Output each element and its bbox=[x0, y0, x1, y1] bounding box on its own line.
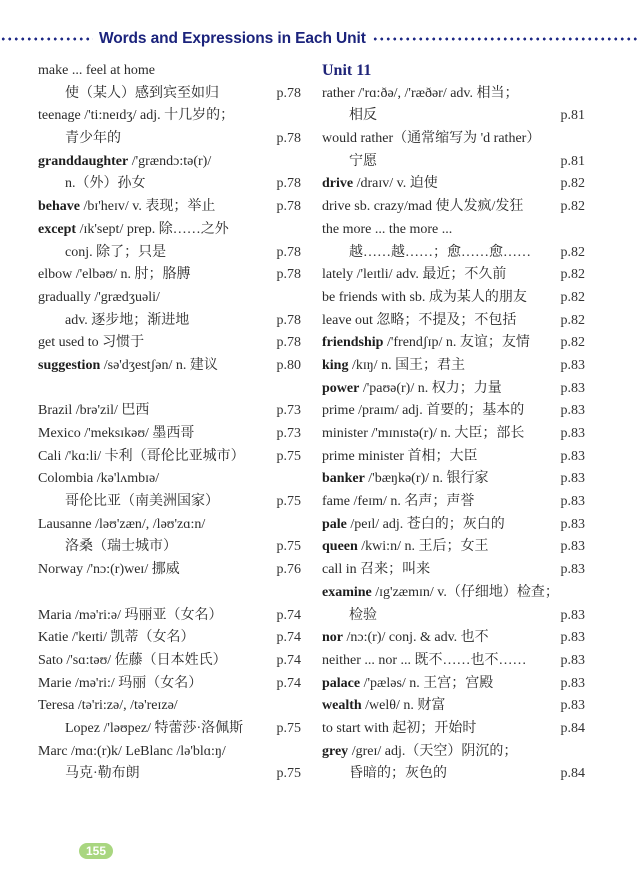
vocab-entry bbox=[38, 627, 301, 650]
entry-text bbox=[38, 718, 243, 741]
headword: call in bbox=[322, 562, 357, 578]
page-reference: p.74 bbox=[276, 675, 301, 691]
entry-text bbox=[322, 378, 502, 401]
vocab-entry bbox=[322, 650, 585, 673]
definition: n.（外）孙女 bbox=[65, 176, 146, 192]
definition: /'nɔ:(r)weɪ/ 挪威 bbox=[83, 562, 180, 578]
vocab-entry bbox=[38, 741, 301, 764]
headword: prime bbox=[322, 403, 355, 419]
entry-text bbox=[322, 559, 430, 582]
entry-text bbox=[322, 151, 377, 174]
definition: /'pæləs/ n. 王宫；宫殿 bbox=[360, 675, 494, 691]
entry-text bbox=[322, 695, 445, 718]
page-reference: p.80 bbox=[276, 357, 301, 373]
vocab-entry bbox=[38, 400, 301, 423]
page-reference: p.73 bbox=[276, 426, 301, 441]
page-reference: p.83 bbox=[560, 675, 585, 691]
definition: /'paʊə(r)/ n. 权力；力量 bbox=[359, 380, 502, 396]
entry-text bbox=[38, 196, 215, 219]
vocab-entry bbox=[322, 400, 585, 423]
entry-continuation bbox=[38, 310, 301, 333]
definition: 宁愿 bbox=[349, 153, 377, 169]
page-reference: p.83 bbox=[560, 562, 585, 578]
definition: /'leɪtli/ adv. 最近；不久前 bbox=[353, 267, 507, 283]
entry-continuation bbox=[38, 718, 301, 741]
headword: to start with bbox=[322, 720, 389, 736]
definition: /feɪm/ n. 名声；声誉 bbox=[349, 494, 475, 510]
entry-continuation bbox=[38, 536, 301, 559]
definition: /mə'ri:ə/ 玛丽亚（女名） bbox=[71, 607, 223, 623]
entry-text bbox=[322, 627, 489, 650]
entry-text bbox=[322, 423, 524, 446]
definition: 青少年的 bbox=[65, 131, 121, 147]
vocab-entry bbox=[322, 673, 585, 696]
entry-text bbox=[322, 264, 506, 287]
vocab-entry bbox=[322, 264, 585, 287]
entry-text bbox=[322, 196, 523, 219]
entry-continuation bbox=[38, 83, 301, 106]
headword: be friends with sb. bbox=[322, 289, 426, 305]
page-reference: p.74 bbox=[276, 630, 301, 646]
definition: 召来；叫来 bbox=[356, 562, 431, 578]
page-reference: p.83 bbox=[560, 357, 585, 373]
entry-text bbox=[38, 423, 194, 446]
definition: /'keɪti/ 凯蒂（女名） bbox=[68, 630, 195, 646]
entry-text bbox=[322, 105, 377, 128]
entry-text bbox=[38, 310, 189, 333]
entry-text bbox=[38, 650, 227, 673]
headword: rather bbox=[322, 85, 355, 101]
entry-text bbox=[322, 650, 527, 673]
page-reference: p.83 bbox=[560, 403, 585, 419]
headword: neither ... nor ... bbox=[322, 652, 412, 668]
definition: 哥伦比亚（南美洲国家） bbox=[65, 494, 219, 510]
page-reference: p.74 bbox=[276, 652, 301, 668]
entry-continuation bbox=[322, 151, 585, 174]
definition: 习惯于 bbox=[98, 335, 145, 351]
headword: Lausanne bbox=[38, 516, 92, 532]
definition: /draɪv/ v. 迫使 bbox=[353, 176, 438, 192]
page-reference: p.75 bbox=[276, 720, 301, 736]
entry-text bbox=[322, 673, 493, 696]
definition: 使（某人）感到宾至如归 bbox=[65, 85, 219, 101]
page-reference: p.76 bbox=[276, 562, 301, 578]
definition: 成为某人的朋友 bbox=[425, 289, 527, 305]
right-column bbox=[322, 60, 585, 786]
definition: 既不……也不…… bbox=[411, 652, 527, 668]
entry-text bbox=[38, 173, 146, 196]
entry-text bbox=[322, 605, 377, 628]
headword: suggestion bbox=[38, 357, 101, 373]
definition: （通常缩写为 'd rather） bbox=[393, 131, 541, 147]
entry-text bbox=[38, 242, 166, 265]
vocab-entry bbox=[38, 673, 301, 696]
definition: /mɑ:(r)k/ LeBlanc /lə'blɑ:ŋ/ bbox=[67, 743, 226, 759]
entry-text bbox=[38, 219, 229, 242]
page-reference: p.84 bbox=[560, 766, 585, 782]
page-reference: p.78 bbox=[276, 85, 301, 101]
definition: /'rɑ:ðə/, /'ræðər/ adv. 相当； bbox=[354, 85, 519, 101]
page-number-badge: 155 bbox=[79, 843, 113, 859]
page-reference: p.83 bbox=[560, 380, 585, 396]
page-reference: p.78 bbox=[276, 131, 301, 147]
headword: grey bbox=[322, 743, 349, 759]
entry-text bbox=[322, 763, 447, 786]
vocab-entry bbox=[38, 332, 301, 355]
headword: make ... feel at home bbox=[38, 63, 156, 78]
headword: Sato bbox=[38, 652, 63, 668]
vocab-entry bbox=[322, 128, 585, 151]
entry-text bbox=[38, 332, 144, 355]
page-reference: p.81 bbox=[560, 108, 585, 124]
page-reference: p.75 bbox=[276, 494, 301, 510]
entry-text bbox=[322, 468, 489, 491]
vocab-entry bbox=[38, 650, 301, 673]
definition: 首相；大臣 bbox=[404, 448, 478, 464]
vocab-entry bbox=[38, 514, 301, 537]
vocab-entry bbox=[38, 468, 301, 491]
headword: pale bbox=[322, 516, 347, 532]
definition: /kɪŋ/ n. 国王；君主 bbox=[348, 357, 466, 373]
entry-text bbox=[38, 105, 234, 128]
vocab-entry bbox=[38, 446, 301, 469]
page-reference: p.82 bbox=[560, 176, 585, 192]
headword: get used to bbox=[38, 335, 99, 351]
definition: 马克·勒布朗 bbox=[65, 766, 140, 782]
vocab-entry bbox=[322, 536, 585, 559]
entry-text bbox=[322, 242, 531, 265]
page-reference: p.83 bbox=[560, 494, 585, 510]
page-reference: p.73 bbox=[276, 403, 301, 419]
headword: Teresa bbox=[38, 698, 75, 714]
page-reference: p.83 bbox=[560, 448, 585, 464]
group-spacer bbox=[38, 582, 301, 605]
headword: Norway bbox=[38, 562, 84, 578]
definition: /brə'zil/ 巴西 bbox=[72, 403, 150, 419]
headword: behave bbox=[38, 199, 80, 215]
vocab-entry bbox=[38, 287, 301, 310]
vocab-entry bbox=[322, 741, 585, 764]
entry-text bbox=[322, 741, 517, 764]
definition: 使人发疯/发狂 bbox=[432, 199, 524, 215]
headword: the more ... the more ... bbox=[322, 221, 453, 237]
definition: /'frendʃɪp/ n. 友谊；友情 bbox=[383, 335, 530, 351]
vocab-entry bbox=[322, 219, 585, 242]
headword: granddaughter bbox=[38, 153, 129, 169]
vocab-entry bbox=[322, 173, 585, 196]
dotted-rule-right bbox=[372, 37, 640, 41]
definition: /'mɪnɪstə(r)/ n. 大臣；部长 bbox=[367, 426, 525, 441]
page-reference: p.75 bbox=[276, 448, 301, 464]
header-title: Words and Expressions in Each Unit bbox=[99, 30, 366, 47]
headword: nor bbox=[322, 630, 343, 646]
page-reference: p.78 bbox=[276, 267, 301, 283]
vocab-entry bbox=[38, 695, 301, 718]
unit-title: Unit 11 bbox=[322, 62, 372, 79]
definition: conj. 除了；只是 bbox=[65, 244, 167, 260]
headword: lately bbox=[322, 267, 354, 283]
headword: Colombia bbox=[38, 471, 94, 487]
entry-text bbox=[38, 491, 219, 514]
entry-text bbox=[322, 219, 452, 242]
definition: 昏暗的；灰色的 bbox=[349, 766, 447, 782]
entry-text bbox=[322, 400, 524, 423]
definition: /'sɑ:təʊ/ 佐藤（日本姓氏） bbox=[62, 652, 227, 668]
definition: adv. 逐步地；渐进地 bbox=[65, 312, 190, 328]
definition: 起初；开始时 bbox=[388, 720, 477, 736]
headword: examine bbox=[322, 584, 372, 600]
entry-continuation bbox=[322, 242, 585, 265]
entry-text bbox=[322, 287, 527, 310]
headword: teenage bbox=[38, 108, 81, 124]
headword: Mexico bbox=[38, 426, 81, 441]
section-header bbox=[0, 28, 640, 50]
page-reference: p.83 bbox=[560, 516, 585, 532]
vocab-entry bbox=[322, 287, 585, 310]
page-reference: p.83 bbox=[560, 471, 585, 487]
page-reference: p.81 bbox=[560, 153, 585, 169]
page-reference: p.83 bbox=[560, 652, 585, 668]
definition: /nɔ:(r)/ conj. & adv. 也不 bbox=[343, 630, 489, 646]
dotted-rule-left bbox=[0, 37, 93, 41]
entry-text bbox=[38, 468, 159, 491]
entry-text bbox=[38, 763, 140, 786]
definition: /'ti:neɪdʒ/ adj. 十几岁的； bbox=[80, 108, 235, 124]
entry-text bbox=[38, 355, 218, 378]
definition: 越……越……；愈……愈…… bbox=[349, 244, 531, 260]
vocab-entry bbox=[322, 83, 585, 106]
headword: gradually bbox=[38, 289, 91, 305]
headword: Katie bbox=[38, 630, 69, 646]
headword: queen bbox=[322, 539, 358, 555]
definition: /bɪ'heɪv/ v. 表现；举止 bbox=[80, 199, 216, 215]
definition: /mə'ri:/ 玛丽（女名） bbox=[71, 675, 203, 691]
headword: power bbox=[322, 380, 360, 396]
entry-text bbox=[38, 741, 226, 764]
vocab-entry bbox=[322, 559, 585, 582]
vocab-entry bbox=[322, 378, 585, 401]
vocab-entry bbox=[322, 468, 585, 491]
vocab-entry bbox=[322, 332, 585, 355]
vocab-entry bbox=[322, 196, 585, 219]
headword: fame bbox=[322, 494, 350, 510]
page-reference: p.78 bbox=[276, 199, 301, 215]
page-reference: p.83 bbox=[560, 630, 585, 646]
headword: Marc bbox=[38, 743, 68, 759]
page-reference: p.75 bbox=[276, 539, 301, 555]
vocab-entry bbox=[38, 105, 301, 128]
entry-text bbox=[322, 128, 540, 151]
definition: /tə'ri:zə/, /tə'reɪzə/ bbox=[74, 698, 178, 714]
entry-continuation bbox=[322, 605, 585, 628]
vocab-entry bbox=[38, 355, 301, 378]
definition: /welθ/ n. 财富 bbox=[361, 698, 446, 714]
vocab-entry bbox=[322, 514, 585, 537]
page-reference: p.78 bbox=[276, 244, 301, 260]
vocab-entry bbox=[322, 423, 585, 446]
definition: Lopez /'ləʊpez/ 特蕾莎·洛佩斯 bbox=[65, 720, 244, 736]
headword: Cali bbox=[38, 448, 62, 464]
vocab-entry bbox=[322, 491, 585, 514]
entry-text bbox=[38, 83, 219, 106]
entry-continuation bbox=[38, 242, 301, 265]
page-reference: p.78 bbox=[276, 335, 301, 351]
entry-text bbox=[38, 605, 223, 628]
definition: /ɪg'zæmɪn/ v.（仔细地）检查； bbox=[371, 584, 559, 600]
definition: /kə'lʌmbɪə/ bbox=[93, 471, 160, 487]
vocab-entry bbox=[38, 219, 301, 242]
definition: 忽略；不提及；不包括 bbox=[372, 312, 517, 328]
vocab-entry bbox=[38, 151, 301, 174]
entry-continuation bbox=[322, 763, 585, 786]
vocab-entry bbox=[322, 695, 585, 718]
vocab-entry bbox=[38, 559, 301, 582]
vocab-entry bbox=[38, 60, 301, 83]
headword: wealth bbox=[322, 698, 362, 714]
headword: prime minister bbox=[322, 448, 405, 464]
vocab-entry bbox=[38, 605, 301, 628]
entry-text bbox=[38, 264, 191, 287]
headword: friendship bbox=[322, 335, 384, 351]
vocab-entry bbox=[322, 627, 585, 650]
vocab-entry bbox=[322, 355, 585, 378]
definition: /peɪl/ adj. 苍白的；灰白的 bbox=[346, 516, 505, 532]
entry-text bbox=[322, 173, 438, 196]
headword: Brazil bbox=[38, 403, 73, 419]
vocab-entry bbox=[38, 264, 301, 287]
page-reference: p.82 bbox=[560, 289, 585, 305]
page-reference: p.84 bbox=[560, 720, 585, 736]
page-reference: p.82 bbox=[560, 335, 585, 351]
entry-text bbox=[322, 83, 519, 106]
headword: leave out bbox=[322, 312, 373, 328]
headword: would rather bbox=[322, 131, 394, 147]
entry-text bbox=[322, 718, 476, 741]
entry-text bbox=[322, 491, 474, 514]
right-column-entries bbox=[322, 83, 585, 786]
definition: /ɪk'sept/ prep. 除……之外 bbox=[76, 221, 229, 237]
entry-text bbox=[38, 514, 205, 537]
entry-text bbox=[322, 582, 559, 605]
headword: minister bbox=[322, 426, 368, 441]
entry-continuation bbox=[38, 128, 301, 151]
entry-text bbox=[322, 332, 530, 355]
vocab-entry bbox=[38, 196, 301, 219]
entry-continuation bbox=[322, 105, 585, 128]
definition: /ləʊ'zæn/, /ləʊ'zɑ:n/ bbox=[91, 516, 206, 532]
headword: palace bbox=[322, 675, 361, 691]
page-reference: p.78 bbox=[276, 312, 301, 328]
vocab-entry bbox=[322, 718, 585, 741]
vocab-entry bbox=[322, 446, 585, 469]
definition: /'grædʒuəli/ bbox=[90, 289, 160, 305]
page-reference: p.82 bbox=[560, 267, 585, 283]
entry-text bbox=[38, 673, 202, 696]
entry-text bbox=[322, 446, 478, 469]
group-spacer bbox=[38, 378, 301, 401]
page-reference: p.82 bbox=[560, 312, 585, 328]
page-reference: p.82 bbox=[560, 244, 585, 260]
entry-text bbox=[38, 60, 155, 83]
definition: /'elbəʊ/ n. 肘；胳膊 bbox=[72, 267, 191, 283]
headword: Marie bbox=[38, 675, 72, 691]
page-reference: p.83 bbox=[560, 539, 585, 555]
definition: 检验 bbox=[349, 607, 377, 623]
page-reference: p.82 bbox=[560, 199, 585, 215]
vocab-entry bbox=[322, 310, 585, 333]
entry-text bbox=[322, 355, 465, 378]
page-reference: p.75 bbox=[276, 766, 301, 782]
headword: except bbox=[38, 221, 77, 237]
headword: king bbox=[322, 357, 349, 373]
entry-text bbox=[38, 128, 121, 151]
page-reference: p.83 bbox=[560, 426, 585, 441]
entry-continuation bbox=[38, 491, 301, 514]
entry-text bbox=[38, 151, 211, 174]
definition: /praɪm/ adj. 首要的；基本的 bbox=[354, 403, 525, 419]
entry-text bbox=[38, 695, 178, 718]
headword: Maria bbox=[38, 607, 72, 623]
entry-text bbox=[38, 446, 245, 469]
vocab-entry bbox=[38, 423, 301, 446]
definition: /kwi:n/ n. 王后；女王 bbox=[357, 539, 489, 555]
headword: drive sb. crazy/mad bbox=[322, 199, 433, 215]
headword: banker bbox=[322, 471, 365, 487]
entry-text bbox=[38, 627, 195, 650]
definition: 相反 bbox=[349, 108, 377, 124]
left-column bbox=[38, 60, 301, 786]
definition: /'bæŋkə(r)/ n. 银行家 bbox=[364, 471, 489, 487]
definition: /'grændɔ:tə(r)/ bbox=[128, 153, 212, 169]
entry-continuation bbox=[38, 173, 301, 196]
page-reference: p.83 bbox=[560, 607, 585, 623]
entry-text bbox=[38, 287, 160, 310]
definition: /greɪ/ adj.（天空）阴沉的； bbox=[348, 743, 518, 759]
entry-text bbox=[38, 536, 177, 559]
definition: /'kɑ:li/ 卡利（哥伦比亚城市） bbox=[61, 448, 245, 464]
entry-text bbox=[322, 310, 516, 333]
entry-text bbox=[322, 514, 505, 537]
headword: drive bbox=[322, 176, 354, 192]
entry-continuation bbox=[38, 763, 301, 786]
page-reference: p.74 bbox=[276, 607, 301, 623]
entry-text bbox=[38, 400, 149, 423]
page-reference: p.83 bbox=[560, 698, 585, 714]
definition: 洛桑（瑞士城市） bbox=[65, 539, 177, 555]
definition: /sə'dʒestʃən/ n. 建议 bbox=[100, 357, 218, 373]
vocab-entry bbox=[322, 582, 585, 605]
entry-text bbox=[38, 559, 180, 582]
headword: elbow bbox=[38, 267, 73, 283]
definition: /'meksɪkəʊ/ 墨西哥 bbox=[80, 426, 195, 441]
page-reference: p.78 bbox=[276, 176, 301, 192]
entry-text bbox=[322, 536, 488, 559]
